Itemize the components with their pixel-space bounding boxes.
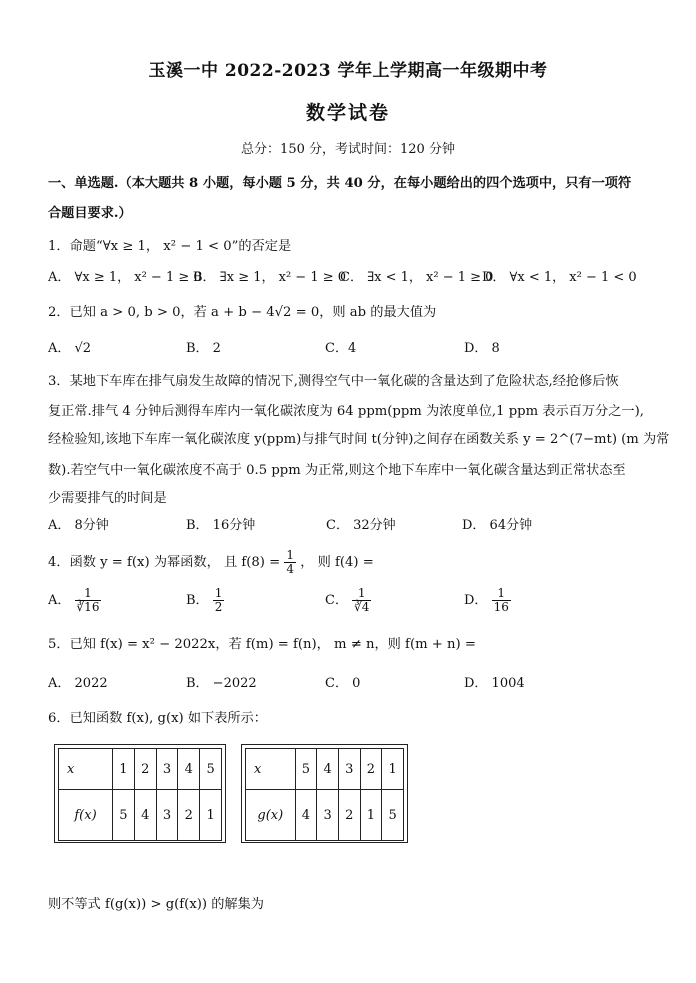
table-cell: 3	[156, 790, 178, 841]
question-1-stem: 1．命题“∀x ≥ 1， x² − 1 < 0”的否定是	[48, 239, 292, 254]
q4-a-denominator: ∛16	[76, 600, 100, 614]
table-cell: 3	[338, 749, 360, 790]
question-4-options	[48, 585, 658, 621]
table-f-row-fx	[59, 790, 222, 841]
table-f-row-x	[59, 749, 222, 790]
question-3-line-3: 经检验知,该地下车库一氧化碳浓度 y(ppm)与排气时间 t(分钟)之间存在函数关系 y = 2^(7−mt) (m 为常	[48, 432, 670, 447]
q5-option-c: C． 0	[325, 676, 361, 691]
exam-subtitle: 数学试卷	[305, 102, 390, 124]
q4-d-numerator: 1	[492, 587, 511, 601]
question-3-line-5: 少需要排气的时间是	[48, 491, 167, 506]
question-2-stem: 2．已知 a > 0, b > 0，若 a + b − 4√2 = 0，则 ab 的最大值为	[48, 305, 437, 320]
question-2-options	[48, 337, 658, 359]
q4-option-d-label: D．	[464, 593, 488, 608]
table-cell: 2	[338, 790, 360, 841]
exam-meta: 总分：150 分，考试时间：120 分钟	[241, 142, 455, 157]
table-cell: 4	[134, 790, 156, 841]
q4-option-a-label: A．	[48, 593, 71, 608]
question-6-stem: 6．已知函数 f(x), g(x) 如下表所示：	[48, 711, 267, 726]
q4-option-b-fraction	[213, 587, 225, 614]
table-cell: 3	[156, 749, 178, 790]
q4-option-c-fraction	[352, 587, 371, 614]
q4-option-b	[186, 585, 224, 617]
table-cell: 4	[295, 790, 317, 841]
table-g-row-x	[246, 749, 404, 790]
question-3-options	[48, 514, 658, 536]
q2-option-a: A． √2	[48, 341, 92, 356]
q3-option-c: C． 32分钟	[326, 518, 396, 533]
table-f	[58, 748, 222, 841]
table-cell: 2	[360, 749, 382, 790]
q4-option-d	[464, 585, 511, 617]
q4-c-numerator: 1	[352, 587, 371, 601]
q3-option-b: B． 16分钟	[186, 518, 256, 533]
table-cell: 4	[317, 749, 339, 790]
q4-option-b-label: B．	[186, 593, 209, 608]
q4-c-denominator: ∛4	[354, 600, 370, 614]
q4-a-numerator: 1	[75, 587, 102, 601]
table-cell: 1	[360, 790, 382, 841]
table-cell: x	[59, 749, 113, 790]
question-3-line-1: 3．某地下车库在排气扇发生故障的情况下,测得空气中一氧化碳的含量达到了危险状态,经抢修后恢	[48, 374, 619, 389]
q4-d-denominator: 16	[493, 600, 509, 614]
question-6-tail: 则不等式 f(g(x)) > g(f(x)) 的解集为	[48, 897, 264, 912]
q4-option-d-fraction	[492, 587, 511, 614]
table-cell: f(x)	[59, 790, 113, 841]
q4-option-a-fraction	[75, 587, 102, 614]
q5-option-b: B． −2022	[186, 676, 257, 691]
table-cell: g(x)	[246, 790, 296, 841]
q4-stem-denominator: 4	[286, 562, 294, 576]
question-5-stem: 5．已知 f(x) = x² − 2022x，若 f(m) = f(n)， m ≠ n，则 f(m + n) =	[48, 637, 476, 652]
question-4-stem	[48, 545, 658, 581]
table-cell: 4	[178, 749, 200, 790]
q2-option-c: C．4	[325, 341, 357, 356]
question-5-options	[48, 672, 658, 694]
q2-option-d: D． 8	[464, 341, 500, 356]
q4-b-denominator: 2	[214, 600, 223, 614]
q4-option-c-label: C．	[325, 593, 348, 608]
section-heading: 一、单选题.（本大题共 8 小题，每小题 5 分，共 40 分，在每小题给出的四个选项中，只有一项符	[48, 176, 632, 191]
question-1-options	[48, 266, 658, 288]
table-g	[245, 748, 404, 841]
section-heading-cont: 合题目要求.）	[48, 206, 132, 221]
table-cell: 5	[200, 749, 222, 790]
q1-option-b: B． ∃x ≥ 1， x² − 1 ≥ 0	[193, 270, 347, 285]
table-cell: 1	[382, 749, 404, 790]
table-cell: x	[246, 749, 296, 790]
table-g-row-gx	[246, 790, 404, 841]
q4-b-numerator: 1	[214, 586, 223, 600]
q3-option-d: D． 64分钟	[462, 518, 533, 533]
table-cell: 3	[317, 790, 339, 841]
table-cell: 5	[382, 790, 404, 841]
table-cell: 5	[295, 749, 317, 790]
q4-option-c	[325, 585, 371, 617]
table-cell: 1	[113, 749, 135, 790]
q2-option-b: B． 2	[186, 341, 221, 356]
q4-option-a	[48, 585, 101, 617]
q1-option-c: C． ∃x < 1， x² − 1 ≥ 0	[340, 270, 494, 285]
q5-option-a: A． 2022	[48, 676, 108, 691]
q4-stem-numerator: 1	[286, 548, 294, 562]
q4-stem-part-1: 4．函数 y = f(x) 为幂函数， 且 f(8) =	[48, 555, 281, 570]
q1-option-a: A． ∀x ≥ 1， x² − 1 ≥ 0	[48, 270, 202, 285]
q4-stem-part-2: ， 则 f(4) =	[300, 555, 374, 570]
q4-stem-fraction	[284, 549, 296, 576]
question-3-line-2: 复正常.排气 4 分钟后测得车库内一氧化碳浓度为 64 ppm(ppm 为浓度单位,1 ppm 表示百万分之一),	[48, 404, 644, 419]
q3-option-a: A． 8分钟	[48, 518, 109, 533]
q1-option-d: D． ∀x < 1， x² − 1 < 0	[482, 270, 637, 285]
table-cell: 2	[178, 790, 200, 841]
q5-option-d: D． 1004	[464, 676, 525, 691]
exam-title: 玉溪一中 2022-2023 学年上学期高一年级期中考	[148, 61, 548, 81]
table-cell: 2	[134, 749, 156, 790]
question-3-line-4: 数).若空气中一氧化碳浓度不高于 0.5 ppm 为正常,则这个地下车库中一氧化碳含量达到正常状态至	[48, 463, 626, 478]
table-cell: 1	[200, 790, 222, 841]
table-cell: 5	[113, 790, 135, 841]
